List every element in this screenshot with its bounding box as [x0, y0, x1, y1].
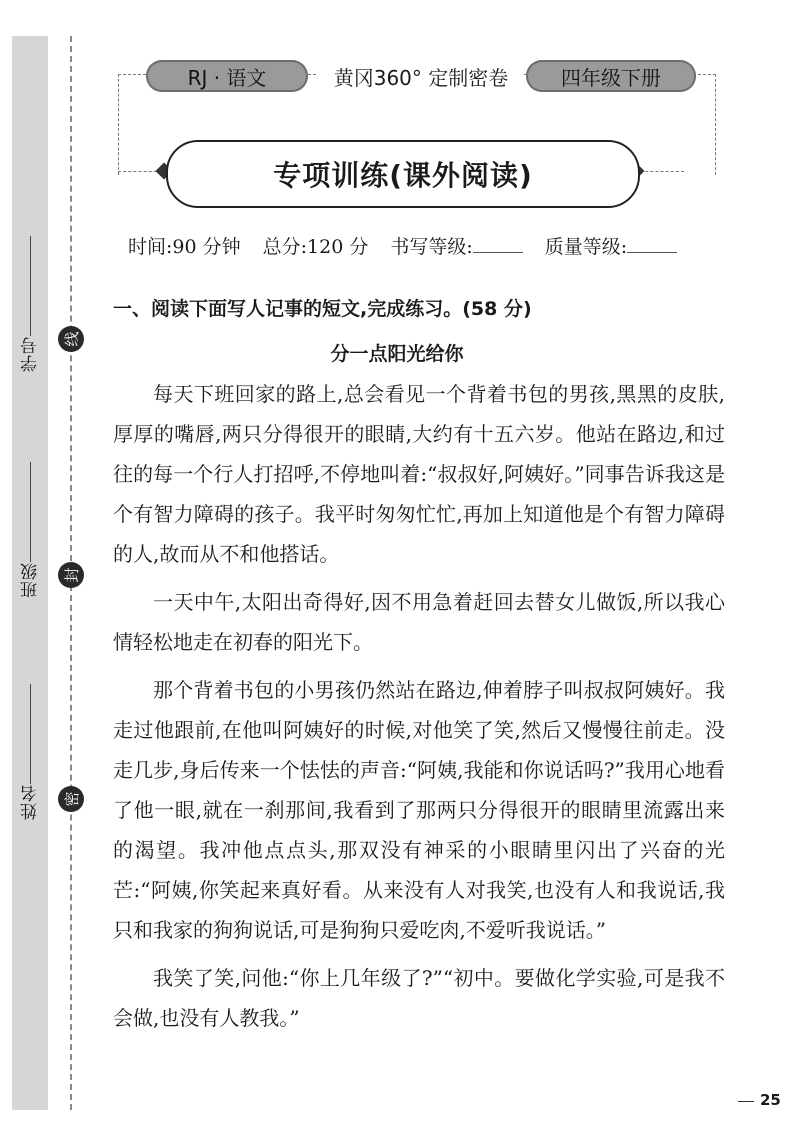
name-label: 姓名 — [20, 784, 41, 820]
exam-meta — [128, 232, 728, 259]
paragraph: 我笑了笑,问他:“你上几年级了?”“初中。要做化学实验,可是我不会做,也没有人教我。” — [113, 966, 725, 1030]
page-title: 专项训练(课外阅读) — [166, 140, 640, 208]
student-id-label: 学号 — [20, 336, 41, 372]
paragraph: 一天中午,太阳出奇得好,因不用急着赶回去替女儿做饭,所以我心情轻松地走在初春的阳光下。 — [113, 590, 725, 654]
paragraph: 那个背着书包的小男孩仍然站在路边,伸着脖子叫叔叔阿姨好。我走过他跟前,在他叫阿姨好的时候,对他笑了笑,然后又慢慢往前走。没走几步,身后传来一个怯怯的声音:“阿姨,我能和你说话吗?”我用心地看了他一眼,就在一刹那间,我看到了那两只分得很开的眼睛里流露出来的渴望。我冲他点点头,那双没有神采的小眼睛里闪出了兴奋的光芒:“阿姨,你笑起来真好看。从来没有人对我笑,也没有人和我说话,我只和我家的狗狗说话,可是狗狗只爱吃肉,不爱听我说话。” — [113, 678, 725, 942]
name-line — [30, 684, 31, 784]
cut-mark-seal: 封 — [58, 562, 84, 588]
series-name: 黄冈360° 定制密卷 — [318, 60, 524, 92]
writing-grade-label: 书写等级: — [390, 236, 473, 258]
title-connector-right — [640, 171, 684, 172]
cut-mark-secret: 密 — [58, 786, 84, 812]
grade-tag: 四年级下册 — [526, 60, 696, 92]
writing-grade — [390, 232, 522, 259]
class-field — [12, 458, 48, 598]
student-id-line — [30, 236, 31, 336]
passage-title: 分一点阳光给你 — [330, 343, 464, 365]
quality-grade-label: 质量等级: — [544, 236, 628, 258]
writing-grade-blank[interactable] — [473, 252, 523, 253]
page-number: 25 — [760, 1091, 781, 1109]
time-limit: 时间:90 分钟 — [128, 236, 241, 258]
subject-tag: RJ · 语文 — [146, 60, 308, 92]
class-line — [30, 462, 31, 562]
page-number-dash — [738, 1101, 754, 1102]
class-label: 班级 — [20, 562, 41, 598]
section-heading: 一、阅读下面写人记事的短文,完成练习。(58 分) — [113, 298, 532, 320]
paragraph: 每天下班回家的路上,总会看见一个背着书包的男孩,黑黑的皮肤,厚厚的嘴唇,两只分得很开的眼睛,大约有十五六岁。他站在路边,和过往的每一个行人打招呼,不停地叫着:“叔叔好,阿姨好。”同事告诉我这是个有智力障碍的孩子。我平时匆匆忙忙,再加上知道他是个有智力障碍的人,故而从不和他搭话。 — [113, 382, 725, 566]
quality-grade — [545, 232, 677, 259]
total-score: 总分:120 分 — [262, 236, 369, 258]
passage-body — [113, 374, 725, 1046]
quality-grade-blank[interactable] — [627, 252, 677, 253]
cut-mark-line: 线 — [58, 326, 84, 352]
name-field — [12, 680, 48, 820]
